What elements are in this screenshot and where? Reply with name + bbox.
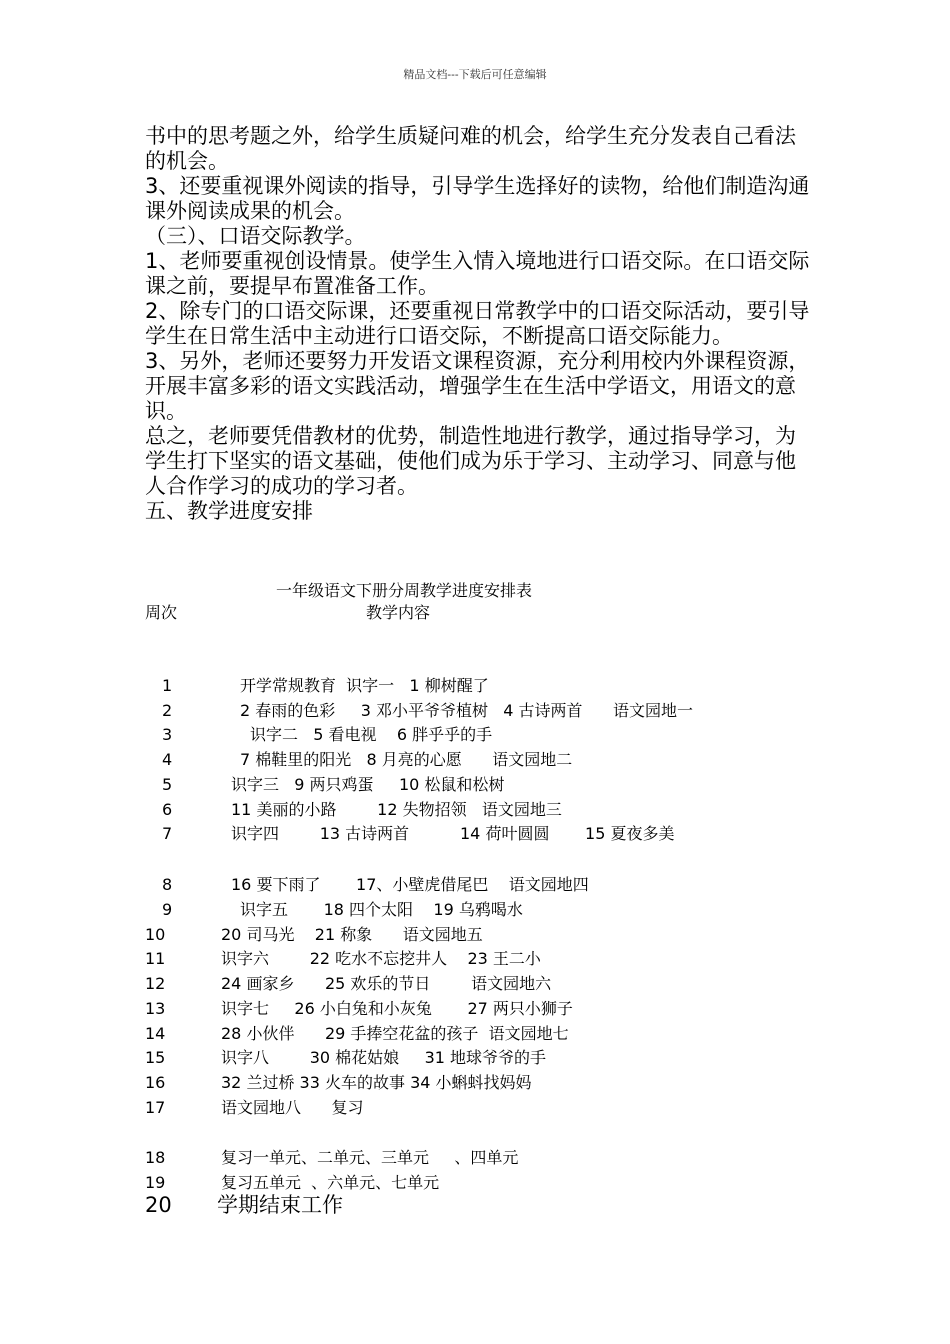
week-content: 28 小伙伴 29 手捧空花盆的孩子 语文园地七: [221, 1024, 569, 1043]
week-content: 11 美丽的小路 12 失物招领 语文园地三: [231, 800, 562, 819]
paragraph: 3、另外，老师还要努力开发语文课程资源，充分利用校内外课程资源，开展丰富多彩的语文实践活动，增强学生在生活中学语文，用语文的意识。: [145, 349, 810, 423]
week-content: 2 春雨的色彩 3 邓小平爷爷植树 4 古诗两首 语文园地一: [240, 701, 694, 720]
week-number: 11: [145, 949, 166, 968]
week-content: 24 画家乡 25 欢乐的节日 语文园地六: [221, 974, 552, 993]
week-number: 16: [145, 1073, 166, 1092]
week-number: 19: [145, 1173, 166, 1192]
week-content: 识字三 9 两只鸡蛋 10 松鼠和松树: [231, 775, 505, 794]
page-header: 精品文档---下载后可任意编辑: [403, 68, 547, 81]
week-number: 9: [162, 900, 173, 919]
section-heading: 五、教学进度安排: [145, 499, 313, 523]
week-content: 识字四 13 古诗两首 14 荷叶圆圆 15 夏夜多美: [231, 824, 675, 843]
week-number: 14: [145, 1024, 166, 1043]
week-content: 32 兰过桥 33 火车的故事 34 小蝌蚪找妈妈: [221, 1073, 532, 1092]
week-content: 20 司马光 21 称象 语文园地五: [221, 925, 483, 944]
paragraph: 1、老师要重视创设情景。使学生入情入境地进行口语交际。在口语交际课之前，要提早布置准备工作。: [145, 249, 810, 298]
paragraph: 3、还要重视课外阅读的指导，引导学生选择好的读物，给他们制造沟通课外阅读成果的机会。: [145, 174, 810, 223]
week-number: 18: [145, 1148, 166, 1167]
week-content: 识字二 5 看电视 6 胖乎乎的手: [250, 725, 493, 744]
week-number: 10: [145, 925, 166, 944]
week-number: 3: [162, 725, 173, 744]
week-number: 20: [145, 1193, 172, 1217]
paragraph: 总之，老师要凭借教材的优势，制造性地进行教学，通过指导学习，为学生打下坚实的语文基础，使他们成为乐于学习、主动学习、同意与他人合作学习的成功的学习者。: [145, 424, 796, 498]
week-number: 5: [162, 775, 173, 794]
paragraph: 书中的思考题之外，给学生质疑问难的机会，给学生充分发表自己看法的机会。: [145, 124, 796, 173]
week-number: 7: [162, 824, 173, 843]
paragraph: （三）、口语交际教学。: [145, 224, 366, 248]
paragraph: 2、除专门的口语交际课，还要重视日常教学中的口语交际活动，要引导学生在日常生活中主动进行口语交际，不断提高口语交际能力。: [145, 299, 810, 348]
week-number: 8: [162, 875, 173, 894]
week-number: 13: [145, 999, 166, 1018]
week-content: 开学常规教育 识字一 1 柳树醒了: [240, 676, 489, 695]
column-header-week: 周次: [145, 603, 178, 622]
week-number: 4: [162, 750, 173, 769]
week-content: 识字七 26 小白兔和小灰兔 27 两只小狮子: [221, 999, 573, 1018]
week-number: 17: [145, 1098, 166, 1117]
week-content: 学期结束工作: [217, 1193, 343, 1217]
week-number: 1: [162, 676, 173, 695]
week-number: 15: [145, 1048, 166, 1067]
week-number: 12: [145, 974, 166, 993]
column-header-content: 教学内容: [366, 603, 431, 622]
week-number: 6: [162, 800, 173, 819]
week-content: 识字八 30 棉花姑娘 31 地球爷爷的手: [221, 1048, 547, 1067]
week-content: 复习一单元、二单元、三单元 、四单元: [221, 1148, 519, 1167]
table-title: 一年级语文下册分周教学进度安排表: [276, 581, 533, 600]
week-content: 复习五单元 、六单元、七单元: [221, 1173, 440, 1192]
week-content: 7 棉鞋里的阳光 8 月亮的心愿 语文园地二: [240, 750, 573, 769]
week-content: 识字六 22 吃水不忘挖井人 23 王二小: [221, 949, 541, 968]
week-content: 16 要下雨了 17、小壁虎借尾巴 语文园地四: [231, 875, 589, 894]
week-content: 语文园地八 复习: [221, 1098, 364, 1117]
week-number: 2: [162, 701, 173, 720]
body-text: [145, 124, 815, 524]
week-content: 识字五 18 四个太阳 19 乌鸦喝水: [240, 900, 523, 919]
